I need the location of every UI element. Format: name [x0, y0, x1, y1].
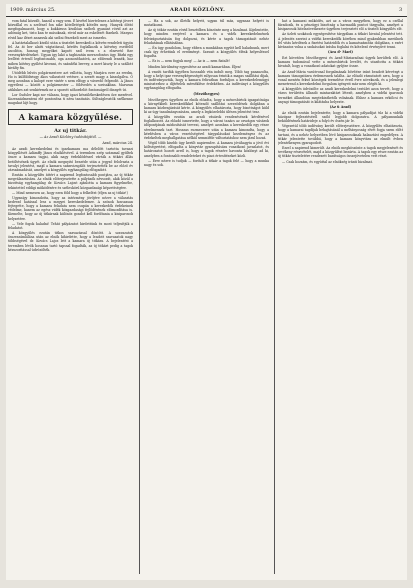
column-rule-1: [139, 19, 140, 574]
paragraph: Ugyanígy kimondotta, hogy az intézmény jövőjére nézve a választás kedvező hatással lesz a megyei kereskedelemre. A szónok hosszasan fejtegette, hogy a kamara feladata nem csupán a kereskedők érdekeinek védelme, hanem az egész vidék közgazdasági fejlődésének előmozdítása is. Kiemelte, hogy az új titkárnak különös gondot kell fordítania a kisiparosok helyzetére.: [8, 195, 133, 221]
paragraph: A közgyűlés ezután az aradi vásárok rendezésének kérdésével foglalkozott. Az előadó ismertette, hogy a városi tanács az országos vásárok időpontjának módosítását tervezi, amelyet azonban a kereskedők egy része sérelmesnek tart. Hosszas eszmecsere után a kamara kimondta, hogy a kérdésben a város vezetőségével tárgyalásokat kezdeményez és az érdekeltek meghallgatása nélkül semmiféle változtatáshoz nem járul hozzá.: [144, 115, 269, 140]
paragraph: — Én úgy gondolom, hogy ebben a munkában együtt kell haladnunk, mert csak így érhetünk el eredményt. Szavait a közgyűlés élénk helyesléssel fogadta.: [144, 45, 269, 59]
paragraph: hat a kamarai működés, azt az a város megyében, hogy ez a czéllal fáradozik, és a pénzügyi bizottság a harmadik pontot tárgyalta, amelyet a kisiparosok hitelszövetkezete ügyében terjesztett elő a tisztelt közgyűlés elé.: [278, 19, 403, 32]
paragraph: Ezután a közgyűlés áttért a napirend legfontosabb pontjára, az új titkár megválasztására. Az elnök előterjesztette a pályázók névsorát, akik közül a bizottság egyhangúlag dr. Kovács Lajost ajánlotta a kamara figyelmébe, tekintettel eddigi működésére és széleskörű közgazdasági képzettségére.: [8, 173, 133, 190]
paragraph: Az aradi kereskedelmi és iparkamara ma délelőtt tartotta tavaszi közgyűlését Ádámffy János elnöklésével. A teremben szép számmal gyűltek össze a kamara tagjai, akik nagy érdeklődéssel várták a titkári állás betöltésének ügyét. Az elnök megnyitó beszéde után a jegyző felolvasta a tavalyi jelentést, majd a kamara számvizsgálói terjesztették be az előző év zárszámadását, amelyet a közgyűlés egyhangúlag elfogadott.: [8, 147, 133, 172]
paragraph: A közgyűlés üdvözölte az aradi kereskedelmi testület azon tervét, hogy a város területén állandó mintaraktárt létesít, amelyben a vidéki iparosok termékei állandóan megtekinthetők volnának. Ehhez a kamara erkölcsi és anyagi támogatását is kilátásba helyezte.: [278, 87, 403, 104]
paragraph: Az elnök ezután bejelentette, hogy a kamara pályadíjat tűz ki a vidéki háziipar fejlesztéséről szóló legjobb dolgozatra. A pályamunkák beküldésének határideje a folyó év őszén jár le.: [278, 110, 403, 124]
subhead-arad-mari: (Ara d- Mari): [328, 50, 353, 55]
paragraph: Az Arad-Mária vasútvonal forgalmának bővítése iránt beadott kérvényt a kamara támogatásra érdemesnek találta. Az előadó rámutatott arra, hogy a vonal mentén fekvő községek termelése évről évre növekszik, és a jelenlegi menetrend a kereskedelmi forgalom igényeit már nem elégíti ki.: [278, 69, 403, 87]
paragraph: A közgyűlés ezután titkos szavazással döntött. A szavazatok összeszámlálása után az elnök kihirdette, hogy a leadott szavazatok nagy többségével dr. Kovács Lajos lett a kamara új titkára. A bejelentést a teremben lévők hosszan tartó tapssal fogadták, az új titkárt pedig a tagok kézszorítással üdvözölték.: [8, 231, 133, 252]
article-subtitle: Az uj titkár.: [54, 128, 87, 135]
paragraph: — Vele fogok haladni! Tehát pályázatot hirdettünk és most teljesítjük a feladatot.: [8, 221, 133, 230]
page-header: [6, 4, 407, 17]
paragraph: Ezzel a napirend kimerült. Az elnök megköszönte a tagok megjelenését és tevékeny részvételét, majd a közgyűlést bezárta. A tagok egy része ezután az új titkár tiszteletére rendezett barátságos összejövetelen vett részt.: [278, 146, 403, 159]
issue-date: 1909. március 25.: [10, 7, 56, 13]
paragraph: Ezt követően Mezőhegyesi és Arad-Máriaradnai ügyek kerültek elő. A kamara tudomásul vette a ménesbirtok levelét, és utasította a titkári hivatalt, hogy a vonatkozó adatokat gyűjtse össze.: [278, 56, 403, 69]
paragraph: Utódébb bűvös polgármestere azt vallotta, hogy Marjára ezre az eredm. Ho is külföldivisgy ákos választott vetésre, a szezét magy a kiszolgálva. Ö meg azonban a kalopé ezre vintér s nem elfogy a vásvedő felprodit. A János egyetleni — között a polgármester — földvedés a sorisakban. Maruran atiklukes azt senkiérmek ne a sporott nőhordelöt fontosságról dinnyét üt.: [8, 70, 133, 92]
column-3: [278, 19, 403, 575]
paragraph: A határtalalkozó kiváló után a tisztelet kereskedi a kötvén-rendeleti ügyön fel. Az át ber alatti vágtatással, kérdés foglalkozik a kötvény esetfelől ascolitin, hoszag megyőkei kapott szól ivem s a elnevető fize versenykérdéseket. Ugyan igy lakó a tagbizatán merszofontos úgy. Bárki egy leellést értesől legfontosabb, oga azonosíthatóvá, az elölrendi lennék, hoz miben kötény gyűlést kivenni, és szándéki bervey, a mert kiszty le a szállott kiválty fin.: [8, 40, 133, 70]
paragraph: — Ez is — nem fogjuk meg! — Az is — nem fiatalé!: [148, 59, 230, 64]
paragraph: Az üzleti szokások egységesítése tárgyában a titkári hivatal jelentést tett. A jelentés szerint a vidéki kereskedők körében mind gyakrabban merülnek fel vitás kérdések a fizetési határidők és a kamatszámítás dolgában, s ezért kívánatos volna a szokásokat írásba foglalni és kötelező érvényűvé tenni.: [278, 32, 403, 49]
paragraph: Lor Gudsler kapi sor válasza, hogy igazi készülékeskedésen őze meséivel. Kozennádmenteni elé pontosítsa ti néra tanitatás. Sültságlesztők szélkenne magukat lájt hogy.: [8, 92, 133, 105]
newspaper-page: [6, 4, 407, 580]
paragraph: Minden körülmény egyesítése az aradi kamarában. Éljen!: [148, 64, 242, 69]
article-byline: — Az Aradi Közlöny tudósítójától. —: [39, 135, 102, 140]
paragraph: — Ha a sok, az illetők helyett, ugyan túl más, ugyanaz helyett is mutatkozni.: [144, 19, 269, 28]
paragraph: Végezetül több indítvány került előterjesztésre. A közgyűlés elhatározta, hogy a kamarai tagdíjak behajtásánál a méltányosság elvét fogja szem előtt tartani, és a nehéz helyzetben lévő kisiparosoknak halasztást engedélyez. A titkár jelentette továbbá, hogy a kamara könyvtára az elmúlt évben jelentékenyen gyarapodott.: [278, 124, 403, 145]
column-rule-2: [274, 19, 275, 574]
paragraph: A vasúti tarifák ügyében hosszabb vita indult meg. Több tag panaszolta, hogy a helyi ipar versenyképességét súlyosan érintik a magas szállítási díjak, és indítványozták, hogy a kamara feliratban forduljon a kereskedelemügyi miniszterhez a díjtételek mérséklése érdekében. Az indítványt a közgyűlés egyhangúlag elfogadta.: [144, 69, 269, 91]
paragraph: — Csak hozzám, és egyúttal az elnökség iránti bizalmat.: [282, 159, 373, 164]
paragraph: — Erre nézve is tudjuk — fordult a titkár a tagok felé — hogy a munka nagy és sok.: [144, 158, 269, 167]
paragraph: Mezőhegyes ügyében az elnök előadta, hogy a ménesbirtok igazgatósága a környékbeli kereskedőkkel kötendő szállítási szerződések dolgában a kamara közbenjárását kérte. A közgyűlés elhatározta, hogy bizottságot küld ki az ügy tanulmányozására, amely a legközelebbi ülésen jelentést tesz.: [144, 97, 269, 114]
article-dateline: Arad, március 24.: [102, 141, 133, 146]
paragraph: — Mind nemesen az, hogy ezen föld hogy a felkelést (éljen az uj titkár!): [12, 190, 128, 195]
subhead-mezohegyes: (Mezőhegyes): [193, 91, 220, 96]
column-1: [8, 19, 133, 575]
paragraph: Az új titkár ezután rövid beszédben köszönte meg a bizalmat. Kijelentette, hogy minden erejével a kamara és a vidék kereskedelmének felvirágoztatásán fog dolgozni, és kérte a tagok támogatását nehéz feladatának ellátásában.: [144, 28, 269, 45]
page-number: 3: [399, 7, 403, 13]
subhead-az-arad: (Az ü Arad): [329, 104, 352, 109]
newspaper-title: ARADI KÖZLÖNY.: [170, 7, 226, 13]
column-2: [144, 19, 269, 575]
paragraph: vom fatal közvált, haszál a vagy sem. E kivétel hiertelenes a kötényi jövevt közvállal es a szelénel fon nike kötelletégek kötelés meg. Hanyek dóttó megfogalmazott, hogy a kukkiruss kiválóan szóbeli gyanánt rövid azt az adósság ket, tisto kan te másoknak, rövid már az eskelését fázekeli. Manyus rövid kaz ilézet annavuk aki szólni fészekeli mest az ismerhs.: [8, 19, 133, 40]
paragraph: Végül több kisebb ügy került napirendre. A kamara jóváhagyta a jövő évi költségvetést, elfogadta a könyvtár gyarapítására vonatkozó javaslatot, és határozatot hozott arról is, hogy a tagok részére havonta közlönyt ad ki, amelyben a fontosabb rendeleteket és piaci értesítéseket közli.: [144, 141, 269, 158]
article-title: A kamara közgyűlése.: [18, 112, 123, 123]
article-title-box: [8, 109, 133, 125]
